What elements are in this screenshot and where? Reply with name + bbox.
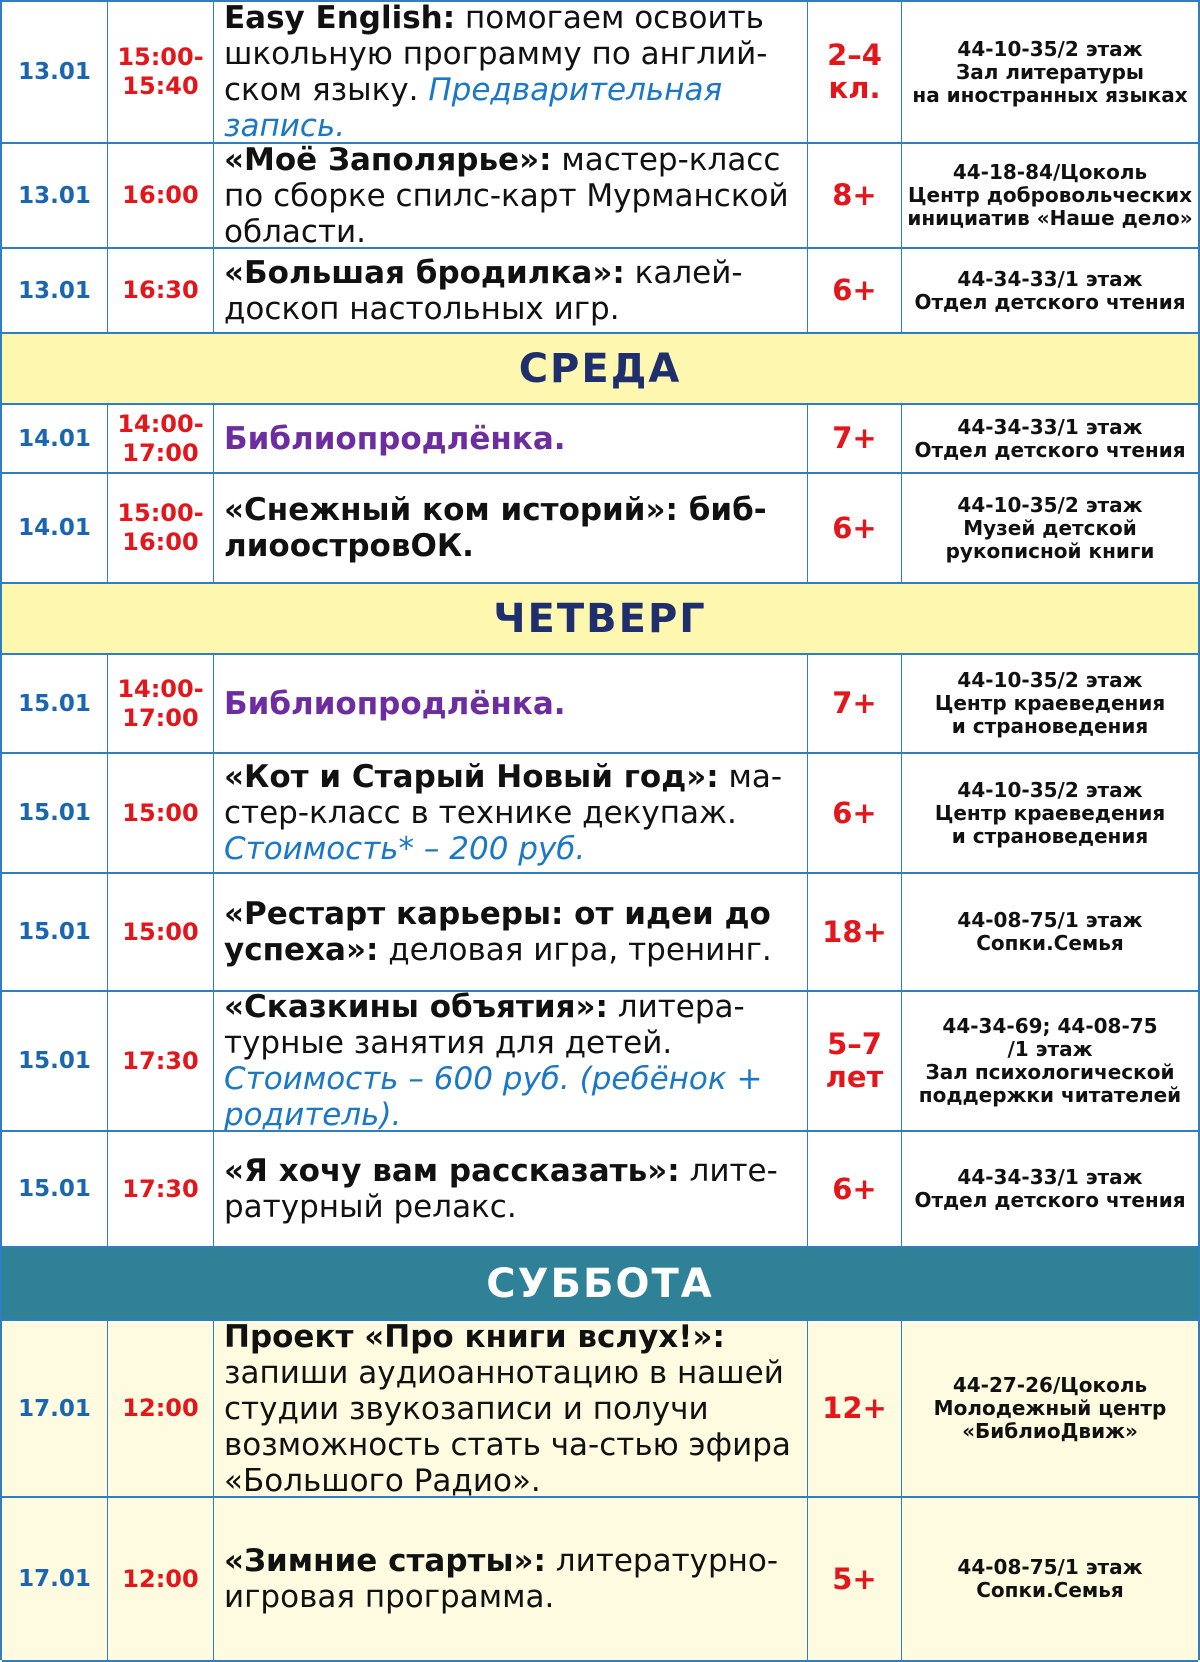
event-place-line: инициатив «Наше дело» [907, 206, 1193, 230]
event-date: 15.01 [2, 655, 108, 752]
event-age-line: 6+ [832, 795, 877, 830]
event-time-line: 17:00 [122, 438, 199, 467]
event-place-line: 44-10-35/2 этаж [957, 36, 1143, 61]
event-place-line: Отдел детского чтения [914, 437, 1186, 462]
event-title-text [224, 255, 797, 327]
event-age [808, 474, 902, 582]
event-date: 15.01 [2, 992, 108, 1130]
event-place-line: поддержки читателей [918, 1083, 1182, 1107]
event-place-line: и страноведения [951, 714, 1149, 738]
day-header [2, 334, 1198, 405]
event-title-text [224, 421, 566, 457]
event-description: мастер-класс по сборке спилс-карт Мурманской области. [224, 144, 789, 247]
event-name: «Зимние старты»: [224, 1543, 546, 1579]
event-place-line: 44-10-35/2 этаж [957, 492, 1143, 517]
event-note: Стоимость* – 200 руб. [224, 831, 586, 867]
event-row [2, 474, 1198, 584]
day-title: СРЕДА [518, 345, 682, 392]
event-time-line: 15:40 [122, 72, 199, 100]
event-date: 13.01 [2, 249, 108, 332]
event-time-line: 15:00- [117, 43, 204, 71]
event-age-line: 6+ [832, 273, 877, 307]
event-time-line: 16:00 [122, 181, 199, 209]
event-title-text [224, 759, 797, 867]
event-place-line: 44-08-75/1 этаж [957, 1555, 1143, 1579]
event-description: литера-турные занятия для детей. [224, 992, 745, 1061]
event-place-line: Музей детской [963, 515, 1137, 540]
event-row [2, 754, 1198, 874]
event-age [808, 2, 902, 142]
event-place [902, 2, 1198, 142]
event-title-text [224, 1321, 797, 1496]
event-time-line: 15:00 [122, 798, 199, 827]
event-place-line: Сопки.Семья [976, 931, 1124, 955]
event-place-line: 44-34-69; 44-08-75 [942, 1014, 1158, 1038]
event-time [108, 1132, 214, 1246]
event-description: запиши аудиоаннотацию в нашей студии звукозаписи и получи возможность стать ча-стью эфира «Большого Радио». [224, 1354, 791, 1496]
event-place-line: Центр краеведения [934, 800, 1166, 825]
day-title: ЧЕТВЕРГ [493, 595, 707, 642]
event-age-line: кл. [828, 71, 881, 105]
event-title [214, 1132, 808, 1246]
event-title-text [224, 992, 797, 1130]
event-place-line: Центр добровольческих [907, 183, 1193, 207]
event-place-line: на иностранных языках [912, 82, 1188, 107]
event-date: 14.01 [2, 405, 108, 472]
event-time [108, 249, 214, 332]
event-note: Предварительная запись. [224, 72, 723, 142]
day-header [2, 1248, 1198, 1321]
event-place-line: Молодежный центр [933, 1396, 1167, 1420]
event-time-line: 12:00 [122, 1394, 199, 1422]
event-age [808, 144, 902, 247]
event-age-line: 7+ [832, 686, 877, 720]
event-date: 13.01 [2, 144, 108, 247]
event-place-line: Отдел детского чтения [914, 1188, 1186, 1212]
event-name: «Большая бродилка»: [224, 254, 625, 291]
event-place [902, 405, 1198, 472]
event-place-line: Отдел детского чтения [914, 289, 1186, 314]
event-name: Проект «Про книги вслух!»: [224, 1321, 725, 1355]
event-title [214, 1498, 808, 1660]
event-name: Easy English: [224, 2, 456, 36]
event-title-text [224, 144, 797, 247]
event-age-line: лет [825, 1060, 884, 1094]
event-time-line: 14:00- [117, 674, 204, 703]
event-name: «Кот и Старый Новый год»: [224, 759, 719, 795]
event-place-line: рукописной книги [945, 538, 1155, 563]
event-place-line: Зал литературы [956, 59, 1144, 84]
event-age [808, 874, 902, 990]
event-name: «Моё Заполярье»: [224, 144, 552, 178]
event-place [902, 1498, 1198, 1660]
event-title [214, 655, 808, 752]
event-date: 13.01 [2, 2, 108, 142]
event-title [214, 249, 808, 332]
event-date: 14.01 [2, 474, 108, 582]
event-row [2, 992, 1198, 1132]
event-age-line: 8+ [832, 178, 877, 212]
event-title [214, 992, 808, 1130]
event-place [902, 754, 1198, 872]
event-time-line: 15:00- [117, 499, 204, 527]
event-row [2, 405, 1198, 474]
day-header [2, 584, 1198, 655]
event-time-line: 14:00- [117, 409, 204, 438]
event-name: «Я хочу вам рассказать»: [224, 1153, 680, 1189]
event-title [214, 474, 808, 582]
event-time-line: 17:30 [122, 1174, 199, 1203]
event-title-text [224, 686, 566, 722]
event-description: литературно-игровая программа. [224, 1543, 779, 1615]
event-date: 15.01 [2, 874, 108, 990]
event-description: лите-ратурный релакс. [224, 1153, 778, 1225]
event-place-line: Зал психологической [925, 1060, 1175, 1084]
event-place-line: 44-10-35/2 этаж [957, 668, 1143, 692]
event-age-line: 5+ [832, 1561, 877, 1596]
event-place [902, 655, 1198, 752]
event-age [808, 754, 902, 872]
event-description: помогаем освоить школьную программу по англий-ском языку. [224, 2, 768, 108]
event-time-line: 16:00 [122, 528, 199, 556]
event-time [108, 655, 214, 752]
event-title-text [224, 2, 797, 142]
day-title: СУББОТА [486, 1260, 714, 1307]
event-age-line: 5–7 [827, 1027, 882, 1061]
event-time [108, 754, 214, 872]
event-title [214, 874, 808, 990]
event-time-line: 17:00 [122, 703, 199, 732]
event-time [108, 144, 214, 247]
event-place-line: «БиблиоДвиж» [962, 1419, 1138, 1443]
event-row [2, 1498, 1198, 1662]
event-time [108, 405, 214, 472]
event-date: 17.01 [2, 1321, 108, 1496]
event-title [214, 1321, 808, 1496]
event-name: «Рестарт карьеры: от идеи до успеха»: [224, 896, 771, 968]
event-time [108, 874, 214, 990]
event-date: 17.01 [2, 1498, 108, 1660]
event-age [808, 655, 902, 752]
event-age-line: 18+ [822, 914, 887, 949]
event-date: 15.01 [2, 754, 108, 872]
event-time-line: 17:30 [122, 1046, 199, 1075]
event-name: Библиопродлёнка. [224, 685, 566, 722]
event-age [808, 249, 902, 332]
event-place-line: Центр краеведения [934, 691, 1166, 715]
event-place-line: и страноведения [951, 823, 1149, 848]
event-name: Библиопродлёнка. [224, 420, 566, 457]
event-title-text [224, 492, 797, 564]
event-time [108, 2, 214, 142]
event-row [2, 144, 1198, 249]
event-place-line: 44-34-33/1 этаж [957, 414, 1143, 439]
event-description: деловая игра, тренинг. [378, 932, 772, 968]
event-place-line: 44-18-84/Цоколь [952, 160, 1148, 184]
event-date: 15.01 [2, 1132, 108, 1246]
event-place [902, 1321, 1198, 1496]
event-title [214, 2, 808, 142]
event-row [2, 1321, 1198, 1498]
event-title [214, 754, 808, 872]
event-time-line: 15:00 [122, 917, 199, 946]
event-place-line: /1 этаж [1007, 1037, 1093, 1061]
event-time [108, 1321, 214, 1496]
event-title [214, 405, 808, 472]
event-title-text [224, 896, 797, 968]
event-age [808, 1321, 902, 1496]
event-place-line: 44-08-75/1 этаж [957, 908, 1143, 932]
event-age-line: 2–4 [827, 38, 882, 72]
event-place-line: 44-34-33/1 этаж [957, 1165, 1143, 1189]
event-time-line: 16:30 [122, 276, 199, 304]
event-place [902, 1132, 1198, 1246]
event-title [214, 144, 808, 247]
event-note: Стоимость – 600 руб. (ребёнок + родитель). [224, 1061, 763, 1130]
event-place-line: 44-27-26/Цоколь [952, 1373, 1148, 1397]
event-place-line: 44-34-33/1 этаж [957, 266, 1143, 291]
event-row [2, 655, 1198, 754]
event-age-line: 6+ [832, 510, 877, 545]
event-age-line: 12+ [822, 1391, 887, 1425]
event-name: «Снежный ком историй»: биб-лиоостровОК. [224, 492, 767, 564]
event-time [108, 1498, 214, 1660]
event-title-text [224, 1543, 797, 1615]
event-place [902, 249, 1198, 332]
event-age [808, 992, 902, 1130]
event-age [808, 1498, 902, 1660]
event-row [2, 1132, 1198, 1248]
event-time [108, 992, 214, 1130]
event-place [902, 992, 1198, 1130]
event-place-line: Сопки.Семья [976, 1578, 1124, 1602]
event-row [2, 2, 1198, 144]
event-time-line: 12:00 [122, 1564, 199, 1593]
event-place-line: 44-10-35/2 этаж [957, 777, 1143, 802]
event-age-line: 7+ [832, 421, 877, 455]
event-description: ма-стер-класс в технике декупаж. [224, 759, 783, 831]
event-row [2, 874, 1198, 992]
event-description: калей-доскоп настольных игр. [224, 254, 743, 327]
event-row [2, 249, 1198, 334]
event-place [902, 474, 1198, 582]
event-title-text [224, 1153, 797, 1225]
event-place [902, 874, 1198, 990]
event-age [808, 405, 902, 472]
event-time [108, 474, 214, 582]
event-age-line: 6+ [832, 1171, 877, 1206]
event-age [808, 1132, 902, 1246]
event-name: «Сказкины объятия»: [224, 992, 608, 1025]
event-place [902, 144, 1198, 247]
